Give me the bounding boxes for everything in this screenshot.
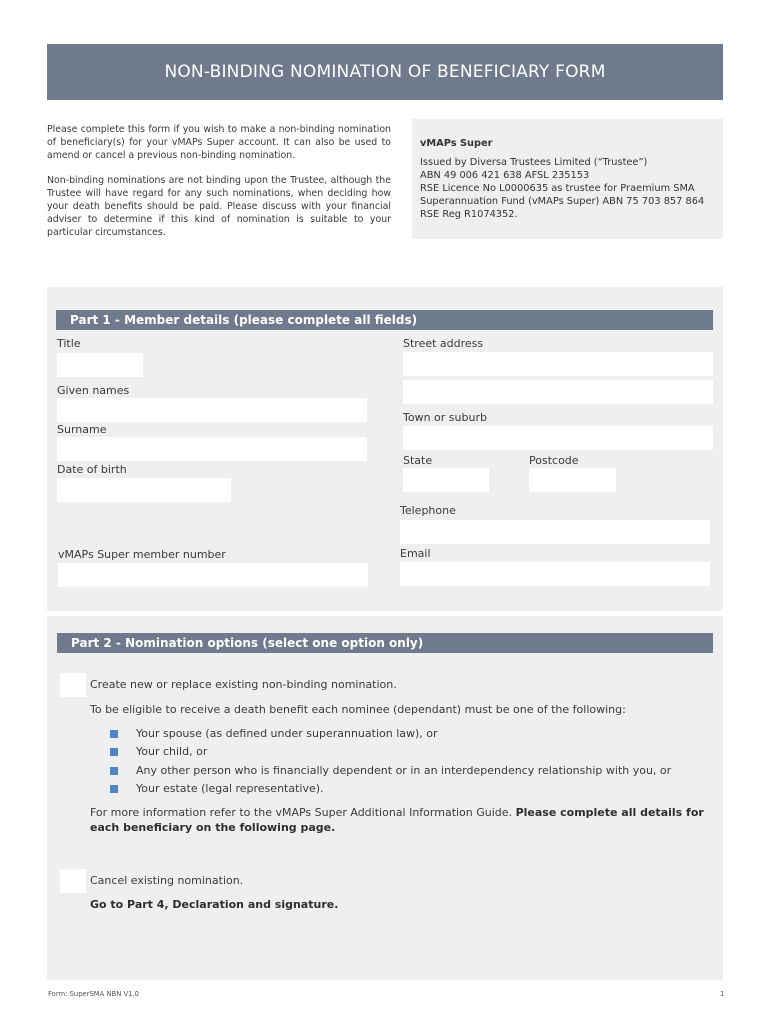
part2-header [57, 633, 713, 653]
eligibility-text: To be eligible to receive a death benefit each nominee (dependant) must be one of the following: [90, 703, 626, 716]
eligibility-bullet [110, 745, 207, 758]
intro-text [47, 123, 391, 239]
dob-field[interactable] [57, 478, 231, 502]
bullet-square-icon [110, 785, 118, 793]
eligibility-bullet [110, 764, 671, 777]
form-title: NON-BINDING NOMINATION OF BENEFICIARY FORM [164, 62, 606, 82]
create-nomination-checkbox[interactable] [60, 673, 86, 697]
surname-field[interactable] [57, 437, 367, 461]
bullet-text: Your spouse (as defined under superannuation law), or [136, 727, 438, 740]
form-title-banner [47, 44, 723, 100]
page-number: 1 [720, 990, 725, 998]
fund-abn: Superannuation Fund (vMAPs Super) ABN 75 703 857 864 [420, 196, 705, 207]
dob-label: Date of birth [57, 463, 127, 476]
town-field[interactable] [403, 426, 713, 450]
given-names-label: Given names [57, 384, 130, 397]
postcode-field[interactable] [529, 468, 616, 492]
intro-paragraph-1: Please complete this form if you wish to make a non-binding nomination of beneficiary(s) for your vMAPs Super account. It can also be used to amend or cancel a previous non-binding nomination. [47, 124, 391, 161]
bullet-square-icon [110, 767, 118, 775]
bullet-text: Any other person who is financially dependent or in an interdependency relationship with you, or [136, 764, 672, 777]
cancel-nomination-checkbox[interactable] [60, 869, 86, 893]
surname-label: Surname [57, 423, 107, 436]
postcode-label: Postcode [529, 454, 579, 467]
eligibility-bullet [110, 782, 324, 795]
part1-header [56, 310, 713, 330]
more-info-text [90, 805, 715, 835]
street-address-field-1[interactable] [403, 352, 713, 376]
member-number-label: vMAPs Super member number [58, 548, 226, 561]
form-id: Form: SuperSMA NBN V1.0 [48, 990, 139, 998]
part2-title: Part 2 - Nomination options (select one option only) [71, 636, 424, 650]
goto-part4-instruction: Go to Part 4, Declaration and signature. [90, 898, 339, 911]
intro-paragraph-2: Non-binding nominations are not binding upon the Trustee, although the Trustee will have regard for any such nominations, when deciding how your death benefits should be paid. Please discuss with your financial adviser to determine if this kind of nomination is suitable to your particular circumstances. [47, 175, 391, 238]
telephone-field[interactable] [400, 520, 710, 544]
create-nomination-label: Create new or replace existing non-binding nomination. [90, 678, 397, 691]
given-names-field[interactable] [57, 398, 367, 422]
bullet-text: Your child, or [136, 745, 208, 758]
cancel-nomination-label: Cancel existing nomination. [90, 874, 244, 887]
telephone-label: Telephone [400, 504, 456, 517]
member-number-field[interactable] [58, 563, 368, 587]
trustee-line: Issued by Diversa Trustees Limited (“Trustee”) [420, 157, 648, 168]
bullet-text: Your estate (legal representative). [136, 782, 324, 795]
bullet-square-icon [110, 730, 118, 738]
part2-panel [47, 616, 723, 980]
more-info-guide: For more information refer to the vMAPs Super Additional Information Guide. [90, 806, 516, 819]
part1-title: Part 1 - Member details (please complete all fields) [70, 313, 418, 327]
bullet-square-icon [110, 748, 118, 756]
trustee-info-box [412, 119, 723, 239]
more-info-instruction: Please complete all details for each beneficiary on the following page. [90, 806, 704, 834]
title-label: Title [57, 337, 81, 350]
street-address-label: Street address [403, 337, 484, 350]
street-address-field-2[interactable] [403, 380, 713, 404]
town-label: Town or suburb [403, 411, 487, 424]
title-field[interactable] [57, 353, 143, 377]
state-field[interactable] [403, 468, 489, 492]
eligibility-bullet [110, 727, 438, 740]
trustee-rse-licence: RSE Licence No L0000635 as trustee for Praemium SMA [420, 183, 695, 194]
rse-reg: RSE Reg R1074352. [420, 209, 518, 220]
trustee-abn: ABN 49 006 421 638 AFSL 235153 [420, 170, 590, 181]
product-name: vMAPs Super [420, 138, 493, 149]
email-field[interactable] [400, 562, 710, 586]
state-label: State [403, 454, 433, 467]
email-label: Email [400, 547, 431, 560]
